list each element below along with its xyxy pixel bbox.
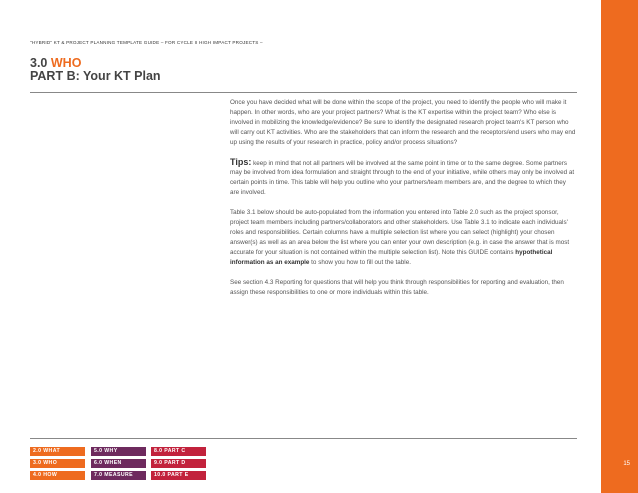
paragraph-table-instructions: [230, 208, 576, 267]
nav-why-button[interactable]: 5.0 WHY: [91, 447, 146, 456]
page-number: 15: [623, 461, 630, 467]
tips-label: Tips:: [230, 156, 252, 167]
paragraph-intro: Once you have decided what will be done within the scope of the project, you need to identify the people who will make it happen. In other words, who are your project partners? What is the KT expertise within the project team? Who else is involved in mobilizing the knowledge/evidence? Be sure to identify the designated research project team's KT person who will carry out KT activities. Who are the stakeholders that can inform the research and the receptors/end users who may end up using the results of your research in practice, policy and/or process situations?: [230, 99, 576, 146]
tips-text: keep in mind that not all partners will be involved at the same point in time or to the same degree. Some partners may be involved from idea formulation and straight through to the end of your initiative, while others may only be involved at certain points in time. This table will help you outline who your partners/team members are, and the degree to which they are involved.: [230, 159, 575, 197]
hypothetical-emphasis: hypothetical information as an example: [230, 248, 553, 266]
paragraph-reporting: See section 4.3 Reporting for questions that will help you think through responsibilities for reporting and evaluation, then assign these responsibilities to one or more individuals within this table.: [230, 278, 564, 296]
part-title: PART B: Your KT Plan: [30, 69, 161, 83]
bottom-divider: [30, 438, 577, 439]
accent-sidebar: [601, 0, 638, 493]
running-header: "HYBRID" KT & PROJECT PLANNING TEMPLATE GUIDE – FOR CYCLE II HIGH IMPACT PROJECTS –: [30, 40, 263, 45]
nav-who-button[interactable]: 3.0 WHO: [30, 459, 85, 468]
nav-when-button[interactable]: 6.0 WHEN: [91, 459, 146, 468]
table-instructions-text: Table 3.1 below should be auto-populated from the information you entered into Table 2.0 such as the project sponsor, project team members including partners/collaborators and other stakeholders. Use Table 3.1 to indicate each individuals' roles and responsibilities. Certain columns have a multiple selection list where you can select (highlight) your chosen answer(s) as well as an area below the list where you can enter your own description (e.g. in case the answer that is most accurate for your situation is not contained within the multiple selection list). Note this GUIDE contains: [230, 209, 570, 256]
paragraph-tips: [230, 158, 576, 199]
nav-what-button[interactable]: 2.0 WHAT: [30, 447, 85, 456]
table-instructions-end: to show you how to fill out the table.: [309, 258, 411, 266]
section-word: WHO: [50, 56, 82, 70]
nav-part-d-button[interactable]: 9.0 PART D: [151, 459, 206, 468]
nav-measure-button[interactable]: 7.0 MEASURE: [91, 471, 146, 480]
nav-part-e-button[interactable]: 10.0 PART E: [151, 471, 206, 480]
body-text: [230, 98, 576, 307]
section-number: 3.0: [30, 56, 48, 70]
top-divider: [30, 92, 577, 93]
nav-how-button[interactable]: 4.0 HOW: [30, 471, 85, 480]
nav-part-c-button[interactable]: 8.0 PART C: [151, 447, 206, 456]
